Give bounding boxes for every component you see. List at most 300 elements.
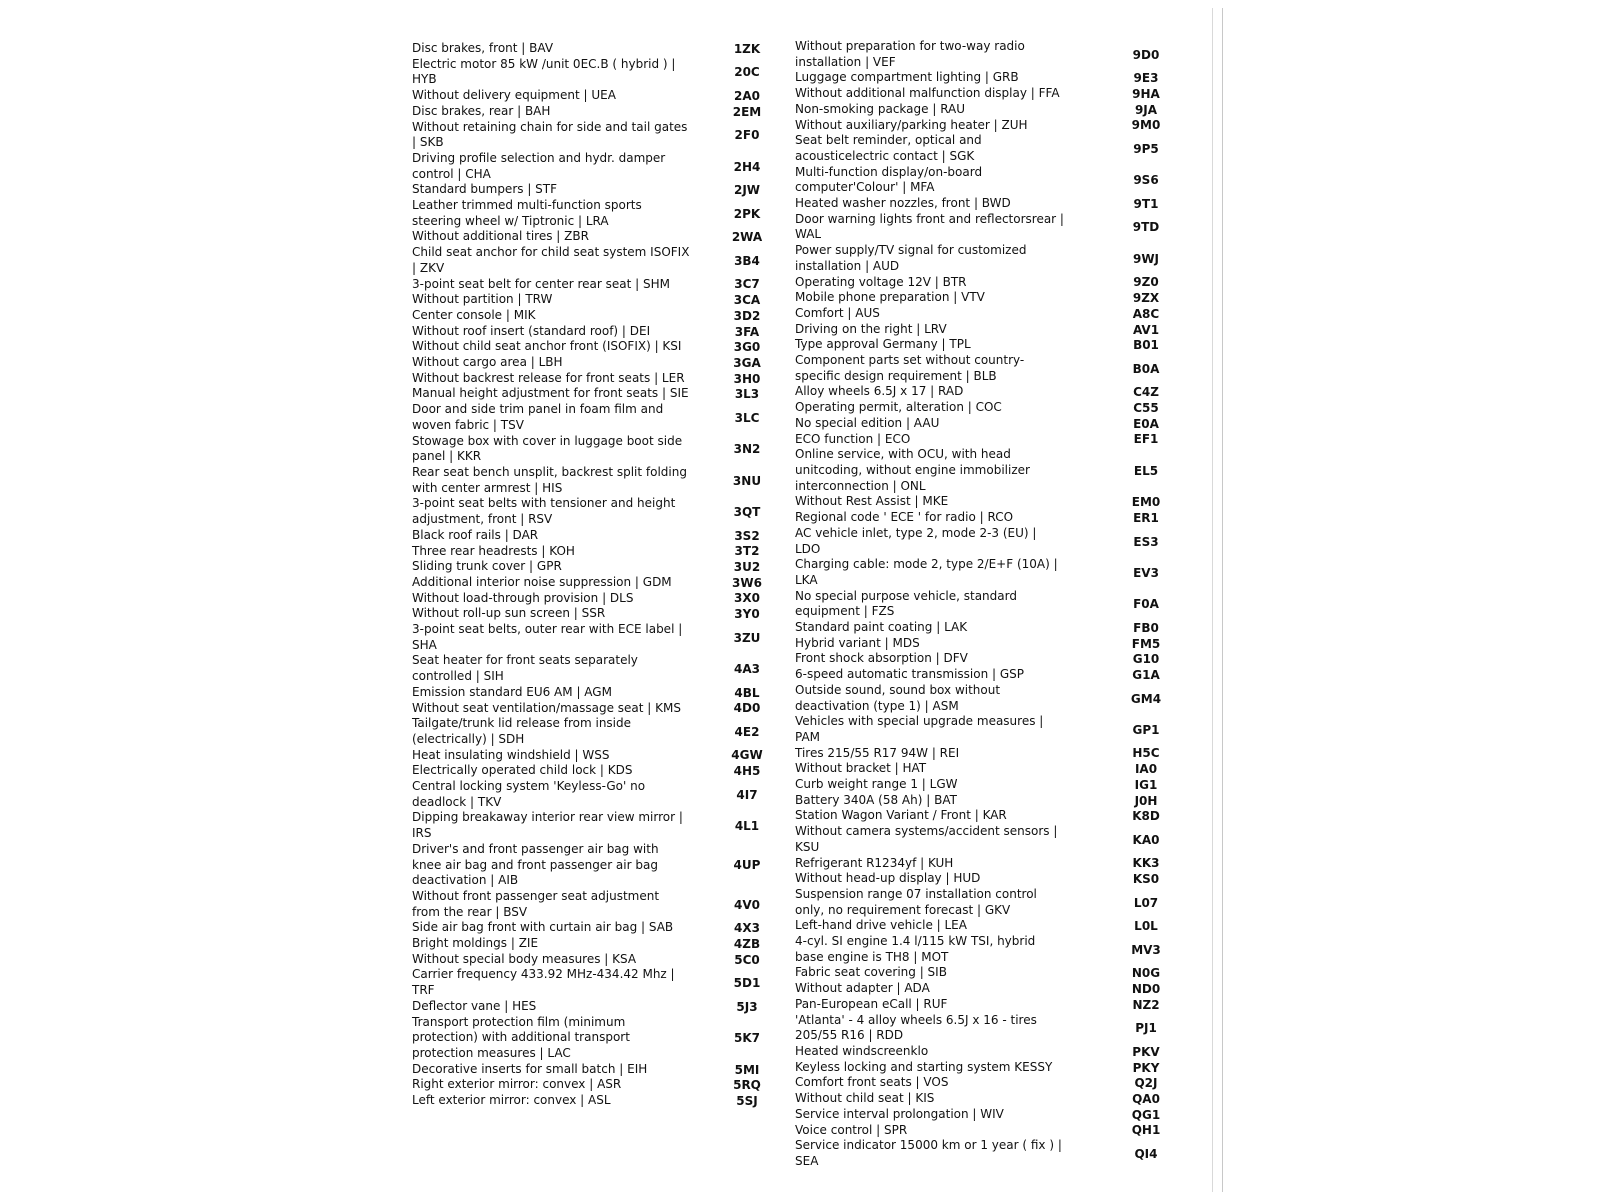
option-description: Comfort front seats | VOS (795, 1075, 949, 1090)
option-row (412, 544, 794, 560)
option-description: Tailgate/trunk lid release from inside (electrically) | SDH (412, 716, 632, 746)
option-row (795, 306, 1175, 322)
option-row (412, 339, 794, 355)
option-code: F0A (1133, 597, 1159, 612)
option-code: 9M0 (1131, 118, 1161, 133)
option-description: 3-point seat belts with tensioner and height adjustment, front | RSV (412, 496, 676, 527)
option-row (412, 606, 794, 622)
option-row (412, 198, 794, 229)
option-description: Carrier frequency 433.92 MHz-434.42 Mhz | TRF (412, 967, 675, 998)
option-row (795, 275, 1175, 291)
option-row (795, 1060, 1175, 1076)
option-description: Manual height adjustment for front seats | SIE (412, 386, 689, 401)
option-description: Without delivery equipment | UEA (412, 88, 616, 103)
option-row (795, 86, 1175, 102)
option-row (795, 557, 1175, 588)
option-description: Without front passenger seat adjustment from the rear | BSV (412, 888, 660, 919)
option-code: A8C (1132, 306, 1160, 321)
option-code: QI4 (1134, 1146, 1158, 1161)
option-code: 4UP (733, 858, 761, 873)
option-code: GP1 (1132, 722, 1160, 737)
option-code: Q2J (1134, 1076, 1158, 1091)
option-row (795, 683, 1175, 714)
option-description: Leather trimmed multi-function sports steering wheel w/ Tiptronic | LRA (412, 198, 642, 228)
option-row (795, 447, 1175, 494)
option-code: 5J3 (736, 999, 758, 1014)
option-code: 2PK (733, 206, 761, 221)
option-description: Heated windscreenklo (795, 1044, 929, 1058)
option-code: 3C7 (734, 277, 760, 292)
option-description: Without seat ventilation/massage seat | KMS (412, 700, 681, 715)
option-code: H5C (1132, 746, 1160, 761)
option-code: 2EM (732, 104, 762, 119)
option-row (795, 746, 1175, 762)
option-row (412, 496, 794, 527)
option-row (795, 102, 1175, 118)
option-code: 9T1 (1133, 196, 1159, 211)
option-row (795, 777, 1175, 793)
option-row (412, 716, 794, 747)
option-row (412, 748, 794, 764)
option-code: 3H0 (733, 371, 761, 386)
right-option-list (795, 39, 1175, 1170)
option-row (412, 88, 794, 104)
option-row (412, 151, 794, 182)
option-row (412, 182, 794, 198)
option-description: Vehicles with special upgrade measures | PAM (795, 714, 1044, 744)
option-row (795, 871, 1175, 887)
option-row (412, 57, 794, 88)
option-code: EV3 (1133, 565, 1159, 580)
option-description: Three rear headrests | KOH (412, 543, 575, 558)
option-description: Comfort | AUS (795, 305, 880, 320)
option-code: 9D0 (1132, 47, 1160, 62)
option-row (412, 763, 794, 779)
option-code: PKY (1132, 1060, 1160, 1075)
option-row (795, 70, 1175, 86)
option-description: AC vehicle inlet, type 2, mode 2-3 (EU) | LDO (795, 525, 1037, 556)
option-description: Heated washer nozzles, front | BWD (795, 196, 1011, 211)
option-code: 3ZU (733, 630, 761, 645)
option-description: No special edition | AAU (795, 415, 940, 430)
option-row (795, 667, 1175, 683)
option-row (795, 918, 1175, 934)
option-code: 3W6 (732, 575, 762, 590)
option-row (795, 196, 1175, 212)
option-row (795, 793, 1175, 809)
option-description: Standard paint coating | LAK (795, 620, 968, 635)
option-code: KK3 (1132, 856, 1160, 871)
option-description: Sliding trunk cover | GPR (412, 559, 562, 574)
option-row (795, 997, 1175, 1013)
option-description: Central locking system 'Keyless-Go' no deadlock | TKV (412, 779, 646, 809)
option-code: FM5 (1131, 636, 1161, 651)
option-code: 3LC (734, 410, 760, 425)
option-code: MV3 (1131, 942, 1161, 957)
option-row (412, 920, 794, 936)
option-row (412, 292, 794, 308)
option-description: Bright moldings | ZIE (412, 936, 539, 951)
option-row (795, 589, 1175, 620)
option-description: Door warning lights front and reflectorsrear | WAL (795, 211, 1064, 242)
option-description: Charging cable: mode 2, type 2/E+F (10A) | LKA (795, 557, 1058, 587)
option-row (795, 1138, 1175, 1169)
option-description: Multi-function display/on-board computer'Colour' | MFA (795, 164, 983, 195)
option-code: ES3 (1133, 534, 1159, 549)
option-description: Center console | MIK (412, 307, 536, 322)
option-description: Rear seat bench unsplit, backrest split folding with center armrest | HIS (412, 464, 687, 495)
option-row (412, 371, 794, 387)
option-description: Electrically operated child lock | KDS (412, 763, 633, 778)
option-code: 5C0 (734, 952, 760, 967)
option-row (412, 245, 794, 276)
option-code: 9ZX (1132, 291, 1160, 306)
option-code: 4D0 (733, 701, 761, 716)
option-description: Black roof rails | DAR (412, 527, 539, 542)
option-description: Heat insulating windshield | WSS (412, 747, 610, 762)
option-description: Transport protection film (minimum protection) with additional transport protection measures | LAC (412, 1014, 630, 1060)
option-code: 3G0 (733, 340, 761, 355)
option-code: EM0 (1131, 495, 1161, 510)
option-description: Without roll-up sun screen | SSR (412, 606, 606, 621)
option-code: 2H4 (733, 159, 761, 174)
option-row (795, 808, 1175, 824)
option-row (795, 981, 1175, 997)
option-description: Decorative inserts for small batch | EIH (412, 1061, 648, 1076)
option-row (795, 494, 1175, 510)
option-code: GM4 (1130, 691, 1162, 706)
option-description: Mobile phone preparation | VTV (795, 290, 985, 305)
option-description: Keyless locking and starting system KESSY (795, 1059, 1053, 1074)
option-row (412, 559, 794, 575)
option-description: Without child seat anchor front (ISOFIX) | KSI (412, 339, 682, 354)
option-description: Standard bumpers | STF (412, 182, 558, 197)
option-code: 5D1 (733, 976, 761, 991)
option-description: Without backrest release for front seats | LER (412, 370, 685, 385)
option-code: B01 (1133, 338, 1159, 353)
option-code: 3U2 (733, 560, 761, 575)
option-row (795, 1013, 1175, 1044)
option-description: Refrigerant R1234yf | KUH (795, 855, 954, 870)
option-description: Without additional tires | ZBR (412, 229, 589, 244)
option-code: 3QT (733, 505, 761, 520)
option-row (795, 887, 1175, 918)
option-description: Non-smoking package | RAU (795, 101, 966, 116)
option-description: Additional interior noise suppression | GDM (412, 574, 672, 589)
option-code: 4GW (731, 748, 763, 763)
option-description: 3-point seat belt for center rear seat | SHM (412, 276, 670, 291)
option-description: Right exterior mirror: convex | ASR (412, 1077, 622, 1092)
option-code: 3N2 (733, 442, 761, 457)
option-description: Without retaining chain for side and tail gates | SKB (412, 119, 688, 150)
option-code: 4ZB (733, 936, 761, 951)
option-description: Curb weight range 1 | LGW (795, 777, 958, 792)
option-row (412, 386, 794, 402)
option-code: KA0 (1132, 832, 1160, 847)
option-row (795, 1107, 1175, 1123)
option-description: Without partition | TRW (412, 292, 553, 307)
option-row (795, 934, 1175, 965)
option-row (795, 400, 1175, 416)
option-description: Stowage box with cover in luggage boot side panel | KKR (412, 433, 683, 464)
option-description: Left exterior mirror: convex | ASL (412, 1093, 611, 1108)
option-description: Seat heater for front seats separately controlled | SIH (412, 653, 638, 684)
option-code: 9WJ (1132, 251, 1160, 266)
option-code: 9S6 (1133, 173, 1159, 188)
option-row (412, 402, 794, 433)
option-description: Station Wagon Variant / Front | KAR (795, 808, 1007, 823)
option-description: 'Atlanta' - 4 alloy wheels 6.5J x 16 - tires 205/55 R16 | RDD (795, 1012, 1037, 1043)
option-description: Outside sound, sound box without deactivation (type 1) | ASM (795, 682, 1001, 713)
option-row (795, 510, 1175, 526)
option-code: KS0 (1132, 872, 1160, 887)
option-row (795, 39, 1175, 70)
option-row (412, 967, 794, 998)
option-code: 9HA (1132, 86, 1160, 101)
option-code: ND0 (1131, 982, 1161, 997)
option-description: Driving on the right | LRV (795, 321, 947, 336)
option-code: EL5 (1133, 463, 1159, 478)
option-code: 3L3 (734, 387, 760, 402)
option-code: G10 (1132, 652, 1160, 667)
option-description: Without auxiliary/parking heater | ZUH (795, 117, 1028, 132)
option-description: Without head-up display | HUD (795, 871, 981, 886)
option-code: PJ1 (1135, 1021, 1157, 1036)
option-code: L0L (1134, 919, 1158, 934)
option-description: Tires 215/55 R17 94W | REI (795, 745, 960, 760)
option-description: 3-point seat belts, outer rear with ECE label | SHA (412, 622, 683, 652)
option-row (412, 355, 794, 371)
option-code: L07 (1133, 895, 1159, 910)
option-description: 4-cyl. SI engine 1.4 l/115 kW TSI, hybrid base engine is TH8 | MOT (795, 934, 1036, 964)
option-description: Service interval prolongation | WIV (795, 1106, 1004, 1121)
option-code: J0H (1134, 793, 1158, 808)
option-description: Without cargo area | LBH (412, 355, 563, 370)
option-description: Disc brakes, front | BAV (412, 41, 554, 55)
left-option-list (412, 41, 794, 1109)
option-row (795, 526, 1175, 557)
option-description: Power supply/TV signal for customized installation | AUD (795, 243, 1027, 273)
option-code: N0G (1131, 966, 1161, 981)
option-code: FB0 (1133, 620, 1159, 635)
option-row (412, 936, 794, 952)
option-description: Luggage compartment lighting | GRB (795, 70, 1019, 85)
option-description: Door and side trim panel in foam film and woven fabric | TSV (412, 402, 664, 432)
option-description: Without preparation for two-way radio installation | VEF (795, 39, 1025, 69)
option-row (795, 243, 1175, 274)
option-description: 6-speed automatic transmission | GSP (795, 667, 1025, 682)
option-row (412, 999, 794, 1015)
option-row (795, 133, 1175, 164)
option-code: C55 (1133, 401, 1159, 416)
option-description: Without roof insert (standard roof) | DEI (412, 323, 651, 338)
option-code: 4I7 (736, 787, 758, 802)
option-code: 3D2 (733, 308, 761, 323)
option-description: Regional code ' ECE ' for radio | RCO (795, 510, 1014, 525)
option-description: Without additional malfunction display | FFA (795, 86, 1060, 101)
option-row (412, 104, 794, 120)
option-code: 4BL (734, 685, 760, 700)
option-description: Operating permit, alteration | COC (795, 400, 1002, 415)
option-description: Suspension range 07 installation control only, no requirement forecast | GKV (795, 886, 1037, 917)
option-row (795, 651, 1175, 667)
option-row (795, 1044, 1175, 1060)
option-code: 2F0 (734, 128, 760, 143)
option-row (412, 575, 794, 591)
option-description: Without special body measures | KSA (412, 951, 637, 966)
option-code: G1A (1132, 667, 1160, 682)
option-description: Fabric seat covering | SIB (795, 965, 947, 980)
option-code: IA0 (1134, 762, 1158, 777)
scan-edge-line (1222, 8, 1223, 1192)
option-row (412, 842, 794, 889)
option-row (412, 1062, 794, 1078)
option-code: 3Y0 (734, 607, 760, 622)
option-description: Front shock absorption | DFV (795, 651, 968, 666)
option-description: Deflector vane | HES (412, 998, 537, 1013)
option-row (412, 308, 794, 324)
option-description: Driver's and front passenger air bag with knee air bag and front passenger air bag deactivation | AIB (412, 841, 659, 888)
option-row (412, 41, 794, 57)
option-description: Hybrid variant | MDS (795, 635, 920, 650)
option-row (795, 212, 1175, 243)
option-row (412, 277, 794, 293)
option-code: 4V0 (734, 897, 760, 912)
option-row (412, 952, 794, 968)
option-row (412, 324, 794, 340)
option-code: QG1 (1131, 1107, 1161, 1122)
option-code: 2WA (731, 230, 763, 245)
option-row (795, 824, 1175, 855)
option-code: B0A (1132, 361, 1160, 376)
option-row (412, 653, 794, 684)
option-row (795, 290, 1175, 306)
option-code: 5K7 (734, 1031, 760, 1046)
option-description: Child seat anchor for child seat system ISOFIX | ZKV (412, 245, 690, 275)
option-code: K8D (1132, 809, 1160, 824)
option-code: C4Z (1133, 385, 1159, 400)
option-row (412, 1093, 794, 1109)
option-row (412, 465, 794, 496)
option-code: 9Z0 (1133, 275, 1159, 290)
option-description: Without bracket | HAT (795, 761, 927, 776)
option-description: Without Rest Assist | MKE (795, 494, 949, 509)
option-row (795, 636, 1175, 652)
option-code: 20C (734, 65, 760, 80)
option-row (412, 622, 794, 653)
option-code: ER1 (1133, 510, 1159, 525)
scan-edge-line (1212, 8, 1213, 1192)
option-description: Seat belt reminder, optical and acousticelectric contact | SGK (795, 133, 982, 163)
option-code: 1ZK (733, 41, 761, 56)
option-description: Service indicator 15000 km or 1 year ( fix ) | SEA (795, 1138, 1062, 1168)
option-code: 9JA (1134, 102, 1158, 117)
option-row (412, 889, 794, 920)
option-row (795, 416, 1175, 432)
option-code: AV1 (1132, 322, 1160, 337)
option-description: Side air bag front with curtain air bag | SAB (412, 920, 674, 935)
option-code: 4E2 (734, 724, 760, 739)
option-description: Type approval Germany | TPL (795, 337, 971, 352)
option-description: Without child seat | KIS (795, 1091, 935, 1106)
option-code: 3T2 (734, 544, 760, 559)
option-code: QA0 (1132, 1091, 1160, 1106)
option-row (795, 118, 1175, 134)
option-code: PKV (1132, 1044, 1160, 1059)
option-description: Pan-European eCall | RUF (795, 996, 948, 1011)
option-code: 4A3 (734, 662, 760, 677)
option-description: Voice control | SPR (795, 1122, 908, 1137)
option-row (795, 1091, 1175, 1107)
option-row (795, 620, 1175, 636)
option-code: 9TD (1132, 220, 1160, 235)
option-description: Without load-through provision | DLS (412, 590, 634, 605)
option-row (795, 714, 1175, 745)
option-row (412, 685, 794, 701)
option-row (412, 701, 794, 717)
option-row (795, 1075, 1175, 1091)
option-code: 5SJ (736, 1093, 758, 1108)
option-row (795, 761, 1175, 777)
option-code: 4H5 (733, 764, 761, 779)
option-code: NZ2 (1132, 997, 1160, 1012)
option-description: Emission standard EU6 AM | AGM (412, 684, 612, 699)
option-code: 3S2 (734, 528, 760, 543)
option-code: 3NU (732, 473, 762, 488)
option-row (795, 353, 1175, 384)
option-row (412, 1015, 794, 1062)
option-code: 3GA (733, 355, 761, 370)
option-description: Without camera systems/accident sensors | KSU (795, 824, 1058, 854)
option-description: Electric motor 85 kW /unit 0EC.B ( hybrid ) | HYB (412, 56, 676, 87)
option-row (795, 384, 1175, 400)
option-description: Without adapter | ADA (795, 981, 930, 996)
option-row (412, 120, 794, 151)
option-description: Alloy wheels 6.5J x 17 | RAD (795, 384, 964, 399)
option-code: EF1 (1133, 432, 1159, 447)
option-row (795, 322, 1175, 338)
option-description: Battery 340A (58 Ah) | BAT (795, 792, 957, 807)
option-code: 4L1 (734, 819, 760, 834)
option-row (795, 1123, 1175, 1139)
option-row (795, 856, 1175, 872)
option-row (412, 591, 794, 607)
option-description: Component parts set without country-specific design requirement | BLB (795, 353, 1025, 383)
option-code: 9P5 (1133, 141, 1159, 156)
option-row (412, 528, 794, 544)
option-row (412, 434, 794, 465)
option-code: 5MI (734, 1062, 760, 1077)
option-description: Online service, with OCU, with head unitcoding, without engine immobilizer interconnection | ONL (795, 447, 1030, 493)
option-code: 9E3 (1133, 71, 1159, 86)
option-row (412, 229, 794, 245)
option-code: 3FA (734, 324, 760, 339)
option-code: 3CA (733, 293, 761, 308)
option-description: Operating voltage 12V | BTR (795, 274, 967, 289)
option-code: 3X0 (734, 591, 760, 606)
option-row (412, 1077, 794, 1093)
option-code: IG1 (1134, 777, 1158, 792)
option-code: 4X3 (734, 921, 760, 936)
option-description: No special purpose vehicle, standard equipment | FZS (795, 588, 1017, 619)
option-row (795, 165, 1175, 196)
option-code: E0A (1133, 416, 1159, 431)
option-code: QH1 (1131, 1123, 1161, 1138)
option-row (795, 965, 1175, 981)
option-row (795, 337, 1175, 353)
option-code: 2JW (733, 183, 761, 198)
option-row (795, 432, 1175, 448)
